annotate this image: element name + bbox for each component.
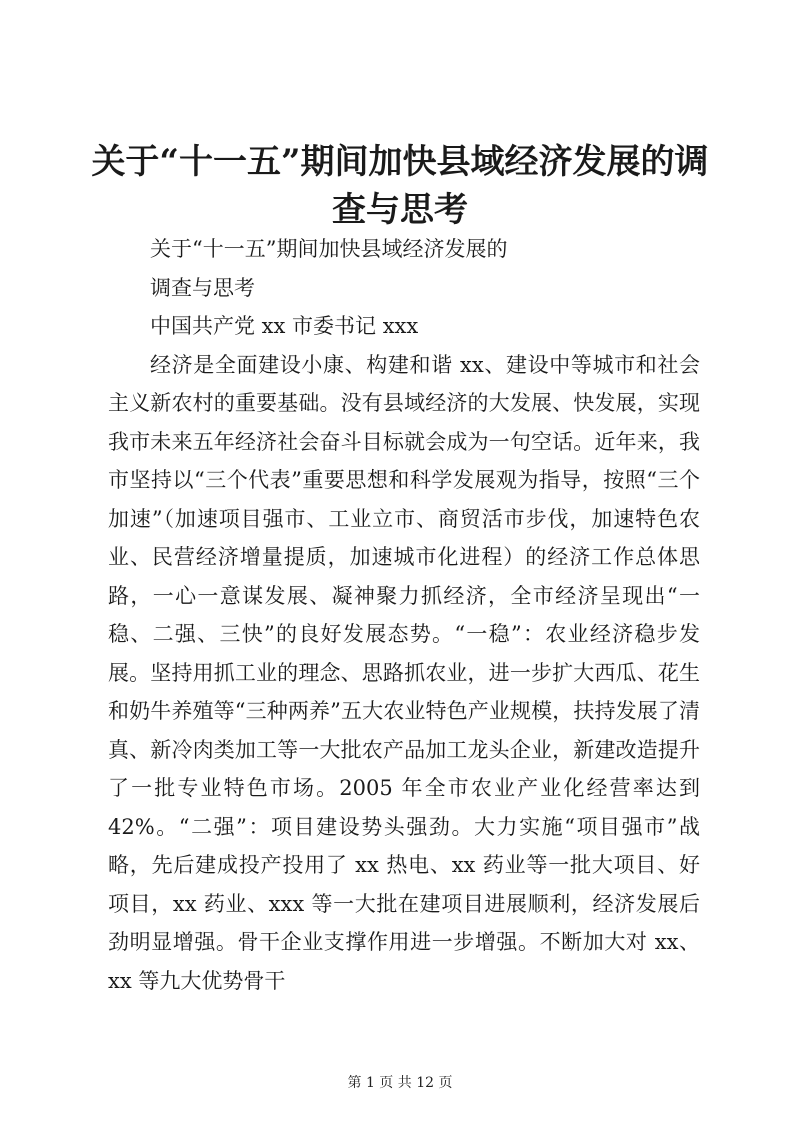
document-body xyxy=(108,230,700,1000)
document-title: 关于“十一五”期间加快县域经济发展的调查与思考 xyxy=(91,142,709,230)
author-line: 中国共产党 xx 市委书记 xxx xyxy=(150,314,419,338)
body-paragraph: 经济是全面建设小康、构建和谐 xx、建设中等城市和社会主义新农村的重要基础。没有县域经济的大发展、快发展，实现我市未来五年经济社会奋斗目标就会成为一句空话。近年来，我市坚持以“三个代表”重要思想和科学发展观为指导，按照“三个加速”（加速项目强市、工业立市、商贸活市步伐，加速特色农业、民营经济增量提质，加速城市化进程）的经济工作总体思路，一心一意谋发展、凝神聚力抓经济，全市经济呈现出“一稳、二强、三快”的良好发展态势。“一稳”：农业经济稳步发展。坚持用抓工业的理念、思路抓农业，进一步扩大西瓜、花生和奶牛养殖等“三种两养”五大农业特色产业规模，扶持发展了清真、新冷肉类加工等一大批农产品加工龙头企业，新建改造提升了一批专业特色市场。2005 年全市农业产业化经营率达到 42%。“二强”：项目建设势头强劲。大力实施“项目强市”战略，先后建成投产投用了 xx 热电、xx 药业等一批大项目、好项目，xx 药业、xxx 等一大批在建项目进展顺利，经济发展后劲明显增强。骨干企业支撑作用进一步增强。不断加大对 xx、xx 等九大优势骨干 xyxy=(108,352,701,993)
page-number: 第 1 页 共 12 页 xyxy=(347,1075,453,1091)
subtitle-line-2: 调查与思考 xyxy=(150,275,255,300)
page-footer xyxy=(0,1072,800,1092)
subtitle-line-1: 关于“十一五”期间加快县域经济发展的 xyxy=(150,237,508,261)
